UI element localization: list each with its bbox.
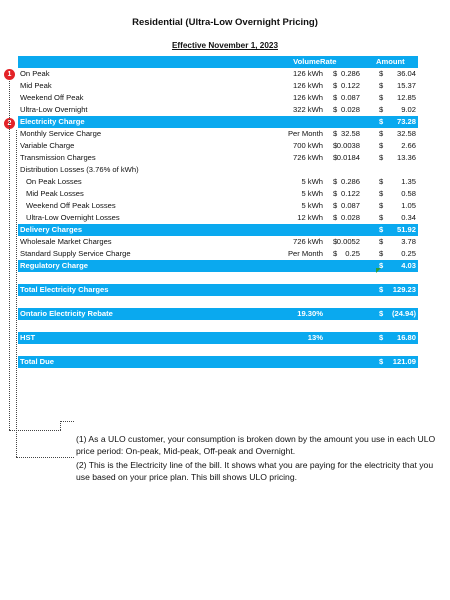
line-item-label: Standard Supply Service Charge xyxy=(20,249,131,258)
rate-currency: $ xyxy=(333,201,338,210)
callout-1-guide-tail xyxy=(60,421,74,422)
footnote-1: (1) As a ULO customer, your consumption is broken down by the amount you use in each ULO price period: On-peak, Mid-peak, Off-peak and Overnight. xyxy=(76,434,436,456)
volume-cell: 13% xyxy=(307,333,323,342)
table-row xyxy=(18,176,418,188)
amount-currency: $ xyxy=(379,261,384,270)
volume-cell: 322 kWh xyxy=(293,105,323,114)
rate-currency: $ xyxy=(333,177,338,186)
rate-cell: 0.286 xyxy=(340,177,360,186)
subtotal-row xyxy=(18,260,418,272)
amount-cell: 4.03 xyxy=(401,261,416,270)
amount-cell: 13.36 xyxy=(396,153,416,162)
amount-cell: 9.02 xyxy=(401,105,416,114)
table-row xyxy=(18,188,418,200)
footnote-2: (2) This is the Electricity line of the bill. It shows what you are paying for the electricity that you use based on your price plan. This bill shows ULO pricing. xyxy=(76,460,434,482)
volume-cell: 19.30% xyxy=(297,309,323,318)
line-item-label: HST xyxy=(20,333,36,342)
amount-cell: 51.92 xyxy=(396,225,416,234)
rate-currency: $ xyxy=(333,69,338,78)
line-item-label: Monthly Service Charge xyxy=(20,129,102,138)
table-row xyxy=(18,152,418,164)
line-item-label: Total Electricity Charges xyxy=(20,285,109,294)
subtotal-row xyxy=(18,284,418,296)
line-item-label: Regulatory Charge xyxy=(20,261,88,270)
subtotal-row xyxy=(18,332,418,344)
rate-cell: 0.0038 xyxy=(336,141,360,150)
subtotal-row xyxy=(18,116,418,128)
amount-currency: $ xyxy=(379,189,384,198)
amount-currency: $ xyxy=(379,225,384,234)
amount-cell: 1.05 xyxy=(401,201,416,210)
amount-currency: $ xyxy=(379,105,384,114)
table-row xyxy=(18,92,418,104)
amount-cell: 0.34 xyxy=(401,213,416,222)
table-row xyxy=(18,212,418,224)
table-row xyxy=(18,68,418,80)
effective-date: Effective November 1, 2023 xyxy=(171,41,279,50)
rate-cell: 0.0184 xyxy=(336,153,360,162)
rate-cell: 0.028 xyxy=(340,213,360,222)
line-item-label: On Peak Losses xyxy=(26,177,82,186)
table-row xyxy=(18,164,418,176)
amount-cell: 73.28 xyxy=(396,117,416,126)
table-row xyxy=(18,80,418,92)
amount-currency: $ xyxy=(379,357,384,366)
volume-cell: 726 kWh xyxy=(293,237,323,246)
amount-cell: 15.37 xyxy=(396,81,416,90)
volume-cell: 126 kWh xyxy=(293,69,323,78)
table-row xyxy=(18,248,418,260)
amount-currency: $ xyxy=(379,153,384,162)
amount-cell: 12.85 xyxy=(396,93,416,102)
volume-cell: 5 kWh xyxy=(301,177,323,186)
line-item-label: Weekend Off Peak xyxy=(20,93,84,102)
line-item-label: Ultra-Low Overnight xyxy=(20,105,88,114)
table-row xyxy=(18,236,418,248)
amount-currency: $ xyxy=(379,129,384,138)
amount-currency: $ xyxy=(379,213,384,222)
line-item-label: Mid Peak Losses xyxy=(26,189,84,198)
rate-currency: $ xyxy=(333,189,338,198)
volume-cell: 12 kWh xyxy=(297,213,323,222)
amount-currency: $ xyxy=(379,93,384,102)
header-amount: Amount xyxy=(376,57,405,66)
callout-1-guide-vertical xyxy=(9,81,10,430)
line-item-label: Distribution Losses (3.76% of kWh) xyxy=(20,165,139,174)
line-item-label: Delivery Charges xyxy=(20,225,83,234)
volume-cell: Per Month xyxy=(287,249,323,258)
volume-cell: Per Month xyxy=(287,129,323,138)
bill-table xyxy=(18,56,418,368)
amount-currency: $ xyxy=(379,249,384,258)
rate-currency: $ xyxy=(333,249,338,258)
rate-currency: $ xyxy=(333,129,338,138)
rate-cell: 0.087 xyxy=(340,201,360,210)
line-item-label: On Peak xyxy=(20,69,50,78)
rate-cell: 0.122 xyxy=(340,189,360,198)
subtotal-row xyxy=(18,308,418,320)
spacer-row xyxy=(18,272,418,284)
rate-currency: $ xyxy=(333,105,338,114)
volume-cell: 726 kWh xyxy=(293,153,323,162)
table-row xyxy=(18,128,418,140)
line-item-label: Ultra-Low Overnight Losses xyxy=(26,213,120,222)
amount-cell: 32.58 xyxy=(396,129,416,138)
amount-cell: 121.09 xyxy=(392,357,416,366)
amount-currency: $ xyxy=(379,309,384,318)
callout-marker-2: 2 xyxy=(4,118,15,129)
rate-cell: 32.58 xyxy=(340,129,360,138)
spacer-row xyxy=(18,344,418,356)
rate-currency: $ xyxy=(333,93,338,102)
amount-currency: $ xyxy=(379,117,384,126)
rate-cell: 0.028 xyxy=(340,105,360,114)
amount-currency: $ xyxy=(379,81,384,90)
line-item-label: Total Due xyxy=(20,357,55,366)
cell-flag-icon xyxy=(376,268,381,273)
spacer-row xyxy=(18,320,418,332)
amount-cell: 36.04 xyxy=(396,69,416,78)
rate-currency: $ xyxy=(333,141,338,150)
amount-cell: 0.58 xyxy=(401,189,416,198)
rate-currency: $ xyxy=(333,237,338,246)
callout-2-guide-horizontal xyxy=(16,457,74,458)
line-item-label: Variable Charge xyxy=(20,141,75,150)
subtotal-row xyxy=(18,356,418,368)
volume-cell: 5 kWh xyxy=(301,201,323,210)
rate-cell: 0.0052 xyxy=(336,237,360,246)
amount-cell: 0.25 xyxy=(401,249,416,258)
amount-cell: (24.94) xyxy=(391,309,416,318)
header-rate: Rate xyxy=(320,57,337,66)
amount-cell: 1.35 xyxy=(401,177,416,186)
amount-currency: $ xyxy=(379,201,384,210)
amount-currency: $ xyxy=(379,177,384,186)
rate-cell: 0.122 xyxy=(340,81,360,90)
rate-cell: 0.25 xyxy=(345,249,360,258)
line-item-label: Electricity Charge xyxy=(20,117,85,126)
rate-currency: $ xyxy=(333,213,338,222)
rate-cell: 0.286 xyxy=(340,69,360,78)
amount-currency: $ xyxy=(379,69,384,78)
table-row xyxy=(18,140,418,152)
line-item-label: Wholesale Market Charges xyxy=(20,237,112,246)
callout-2-guide-vertical xyxy=(16,130,17,457)
table-header-row xyxy=(18,56,418,68)
table-row xyxy=(18,104,418,116)
amount-cell: 129.23 xyxy=(392,285,416,294)
rate-currency: $ xyxy=(333,81,338,90)
rate-currency: $ xyxy=(333,153,338,162)
spacer-row xyxy=(18,296,418,308)
line-item-label: Ontario Electricity Rebate xyxy=(20,309,113,318)
volume-cell: 126 kWh xyxy=(293,93,323,102)
amount-cell: 2.66 xyxy=(401,141,416,150)
callout-marker-1: 1 xyxy=(4,69,15,80)
subtotal-row xyxy=(18,224,418,236)
callout-1-guide-riser xyxy=(60,421,61,430)
footnotes xyxy=(76,434,436,486)
document-title: Residential (Ultra-Low Overnight Pricing) xyxy=(132,17,318,28)
rate-cell: 0.087 xyxy=(340,93,360,102)
volume-cell: 5 kWh xyxy=(301,189,323,198)
table-row xyxy=(18,200,418,212)
amount-cell: 3.78 xyxy=(401,237,416,246)
volume-cell: 126 kWh xyxy=(293,81,323,90)
amount-currency: $ xyxy=(379,141,384,150)
line-item-label: Mid Peak xyxy=(20,81,52,90)
amount-currency: $ xyxy=(379,285,384,294)
amount-cell: 16.80 xyxy=(396,333,416,342)
amount-currency: $ xyxy=(379,237,384,246)
volume-cell: 700 kWh xyxy=(293,141,323,150)
header-volume: Volume xyxy=(293,57,320,66)
amount-currency: $ xyxy=(379,333,384,342)
line-item-label: Weekend Off Peak Losses xyxy=(26,201,116,210)
line-item-label: Transmission Charges xyxy=(20,153,96,162)
